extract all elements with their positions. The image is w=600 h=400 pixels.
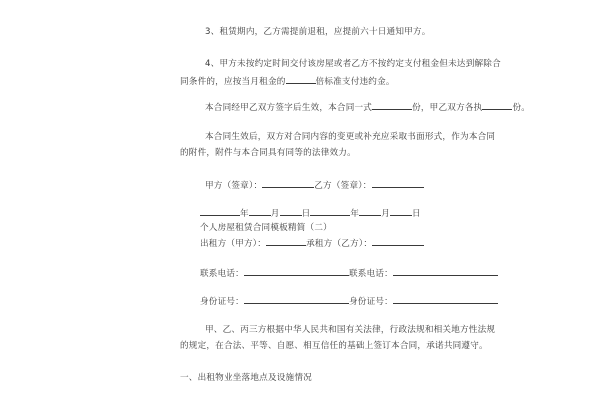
contact-label-2: 联系电话： <box>348 269 393 279</box>
date-year-label-1: 年 <box>240 209 249 219</box>
id-line <box>200 295 498 308</box>
preamble-line-1: 甲、乙、丙三方根据中华人民共和国有关法律，行政法规和相关地方性法规 <box>205 325 496 335</box>
clause-4-line-1: 4、甲方未按约定时间交付该房屋或者乙方不按约定支付租金但未达到解除合 <box>205 59 501 69</box>
party-a-sign-blank <box>262 179 314 188</box>
date-day-blank-1 <box>280 207 302 216</box>
effect-text-c: 份。 <box>512 103 531 113</box>
date-year-label-2: 年 <box>350 209 360 219</box>
lessee-label: 承租方（乙方）： <box>306 239 373 249</box>
id-blank-1 <box>244 295 349 304</box>
date-month-label-2: 月 <box>381 209 390 219</box>
effect-clause <box>205 101 530 114</box>
lessee-blank <box>372 237 424 246</box>
date-year-blank-1 <box>200 207 240 216</box>
date-month-blank-2 <box>359 207 381 216</box>
copies-each-blank <box>482 101 512 110</box>
amendment-line-2: 的附件，附件与本合同具有同等的法律效力。 <box>180 148 356 158</box>
contact-blank-1 <box>244 267 349 276</box>
contact-label-1: 联系电话： <box>200 269 244 279</box>
template-title: 个人房屋租赁合同模板精简（二） <box>200 223 332 233</box>
signature-line <box>205 179 424 192</box>
penalty-multiplier-blank <box>286 75 316 84</box>
date-day-blank-2 <box>390 207 412 216</box>
id-blank-2 <box>393 295 498 304</box>
party-b-sign-label: 乙方（签章）： <box>314 181 372 191</box>
date-month-blank-1 <box>249 207 271 216</box>
preamble-line-2: 的规定，在合法、平等、自愿、相互信任的基础上签订本合同，承诺共同遵守。 <box>180 341 488 351</box>
id-label-1: 身份证号： <box>200 297 244 307</box>
lessor-blank <box>266 237 306 246</box>
party-b-sign-blank <box>372 179 424 188</box>
contact-line <box>200 267 498 280</box>
date-day-label-1: 日 <box>301 209 311 219</box>
effect-text-b: 份，甲乙双方各执 <box>412 103 483 113</box>
date-day-label-2: 日 <box>411 209 421 219</box>
clause-3: 3、租赁期内，乙方需提前退租，应提前六十日通知甲方。 <box>205 27 431 37</box>
date-line <box>200 207 421 220</box>
date-month-label-1: 月 <box>270 209 280 219</box>
party-a-sign-label: 甲方（签章）： <box>205 181 263 191</box>
clause-4-text-b: 倍标准支付违约金。 <box>315 77 395 87</box>
copies-total-blank <box>372 101 412 110</box>
amendment-line-1: 本合同生效后，双方对合同内容的变更或补充应采取书面形式，作为本合同 <box>205 132 496 142</box>
lessor-label: 出租方（甲方）： <box>200 239 267 249</box>
contact-blank-2 <box>393 267 498 276</box>
effect-text-a: 本合同经甲乙双方签字后生效，本合同一式 <box>205 103 373 113</box>
id-label-2: 身份证号： <box>348 297 393 307</box>
section-1-heading: 一、出租物业坐落地点及设施情况 <box>180 373 312 383</box>
parties-line <box>200 237 424 250</box>
date-year-blank-2 <box>310 207 350 216</box>
clause-4-line-2 <box>180 75 395 88</box>
clause-4-text-a: 同条件的，应按当月租金的 <box>180 77 286 87</box>
